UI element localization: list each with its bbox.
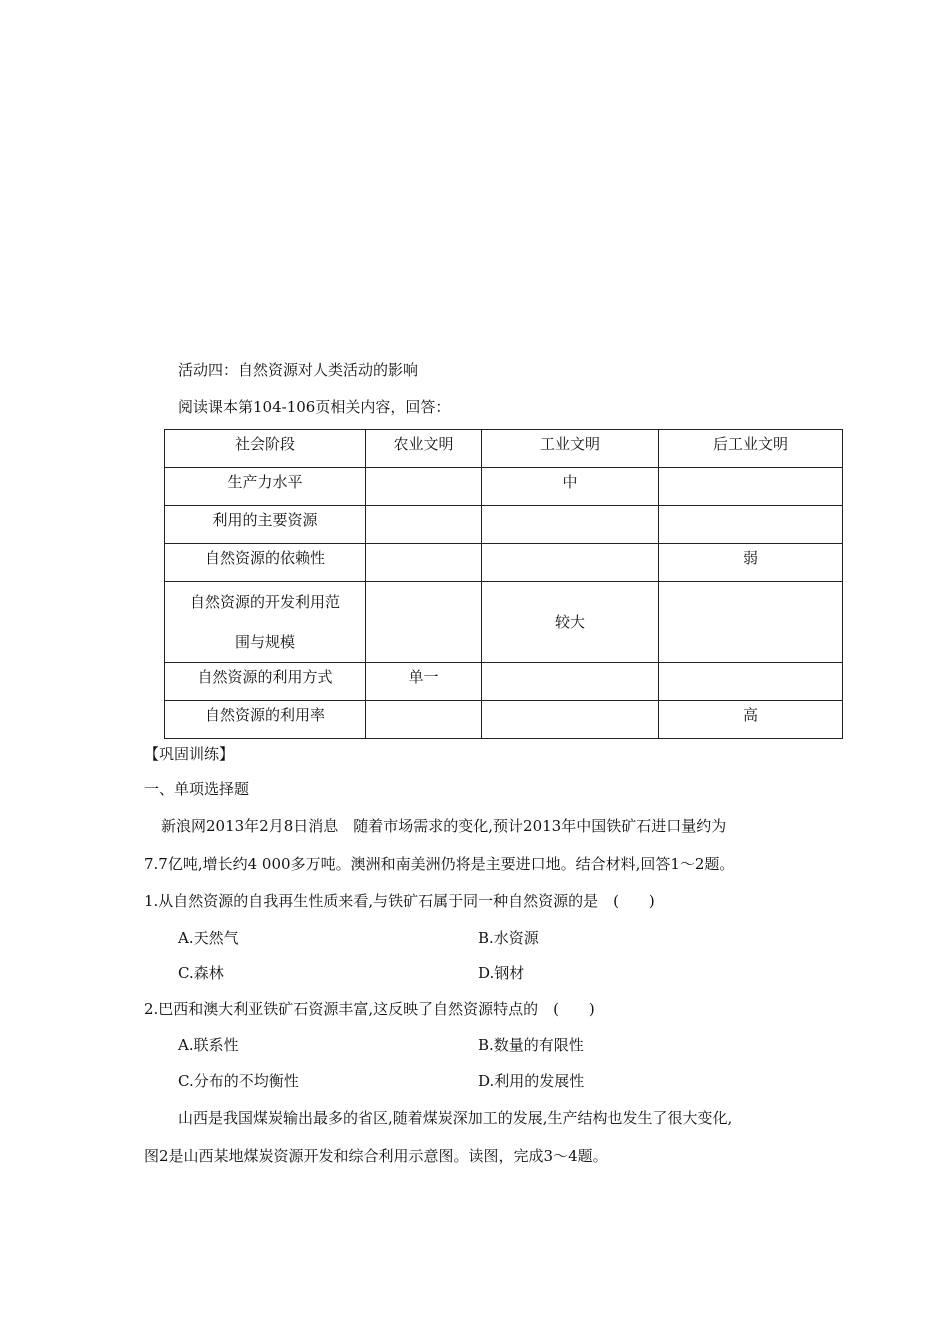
table-row: [165, 663, 843, 701]
question-1-option-b: B.水资源: [478, 929, 539, 947]
table-cell: [659, 663, 843, 701]
table-row: [165, 701, 843, 739]
table-cell: [366, 506, 482, 544]
table-row-label: 自然资源的利用率: [165, 701, 366, 739]
table-cell: [482, 506, 659, 544]
activity-instruction: 阅读课本第104-106页相关内容，回答：: [178, 398, 451, 416]
table-cell: [659, 468, 843, 506]
resource-table: [164, 429, 843, 739]
question-2-option-a: A.联系性: [178, 1036, 239, 1054]
question-1-option-a: A.天然气: [178, 929, 239, 947]
table-cell: [659, 506, 843, 544]
table-cell: [482, 663, 659, 701]
table-row: [165, 506, 843, 544]
table-row-label: 自然资源的利用方式: [165, 663, 366, 701]
table-cell: [366, 468, 482, 506]
table-row: [165, 468, 843, 506]
practice-heading: 【巩固训练】: [144, 745, 235, 763]
table-cell: 较大: [482, 582, 659, 663]
table-cell: 弱: [659, 544, 843, 582]
question-1-option-d: D.钢材: [478, 964, 525, 982]
question-1-stem: 1.从自然资源的自我再生性质来看,与铁矿石属于同一种自然资源的是 ( ): [144, 892, 655, 910]
question-2-option-d: D.利用的发展性: [478, 1072, 585, 1090]
question-1-option-c: C.森林: [178, 964, 224, 982]
table-header-cell: 后工业文明: [659, 430, 843, 468]
table-row-label-line: 自然资源的开发利用范: [189, 593, 340, 611]
material-paragraph: 7.7亿吨,增长约4 000多万吨。澳洲和南美洲仍将是主要进口地。结合材料,回答1～2题。: [144, 855, 735, 873]
material-paragraph: 图2是山西某地煤炭资源开发和综合利用示意图。读图，完成3～4题。: [144, 1147, 608, 1165]
material-paragraph: 山西是我国煤炭输出最多的省区,随着煤炭深加工的发展,生产结构也发生了很大变化,: [178, 1109, 733, 1127]
table-cell: 单一: [366, 663, 482, 701]
table-header-cell: 农业文明: [366, 430, 482, 468]
table-cell: 中: [482, 468, 659, 506]
question-2-option-b: B.数量的有限性: [478, 1036, 584, 1054]
table-cell: [482, 701, 659, 739]
table-row: [165, 582, 843, 663]
table-row-label: 生产力水平: [165, 468, 366, 506]
activity-title: 活动四：自然资源对人类活动的影响: [178, 361, 419, 379]
question-2-stem: 2.巴西和澳大利亚铁矿石资源丰富,这反映了自然资源特点的 ( ): [144, 1000, 595, 1018]
table-row-label-line: 围与规模: [234, 633, 295, 651]
table-row: [165, 544, 843, 582]
table-cell: [366, 582, 482, 663]
table-header-row: [165, 430, 843, 468]
table-row-label: 利用的主要资源: [165, 506, 366, 544]
table-cell: [366, 701, 482, 739]
material-paragraph: 新浪网2013年2月8日消息 随着市场需求的变化,预计2013年中国铁矿石进口量约为: [161, 817, 727, 835]
table-cell: [366, 544, 482, 582]
table-cell: [482, 544, 659, 582]
question-2-option-c: C.分布的不均衡性: [178, 1072, 299, 1090]
table-cell: 高: [659, 701, 843, 739]
table-row-label: 自然资源的依赖性: [165, 544, 366, 582]
table-header-cell: 社会阶段: [165, 430, 366, 468]
table-row-label: [165, 582, 366, 663]
table-header-cell: 工业文明: [482, 430, 659, 468]
section-heading: 一、单项选择题: [144, 780, 250, 798]
table-cell: [659, 582, 843, 663]
